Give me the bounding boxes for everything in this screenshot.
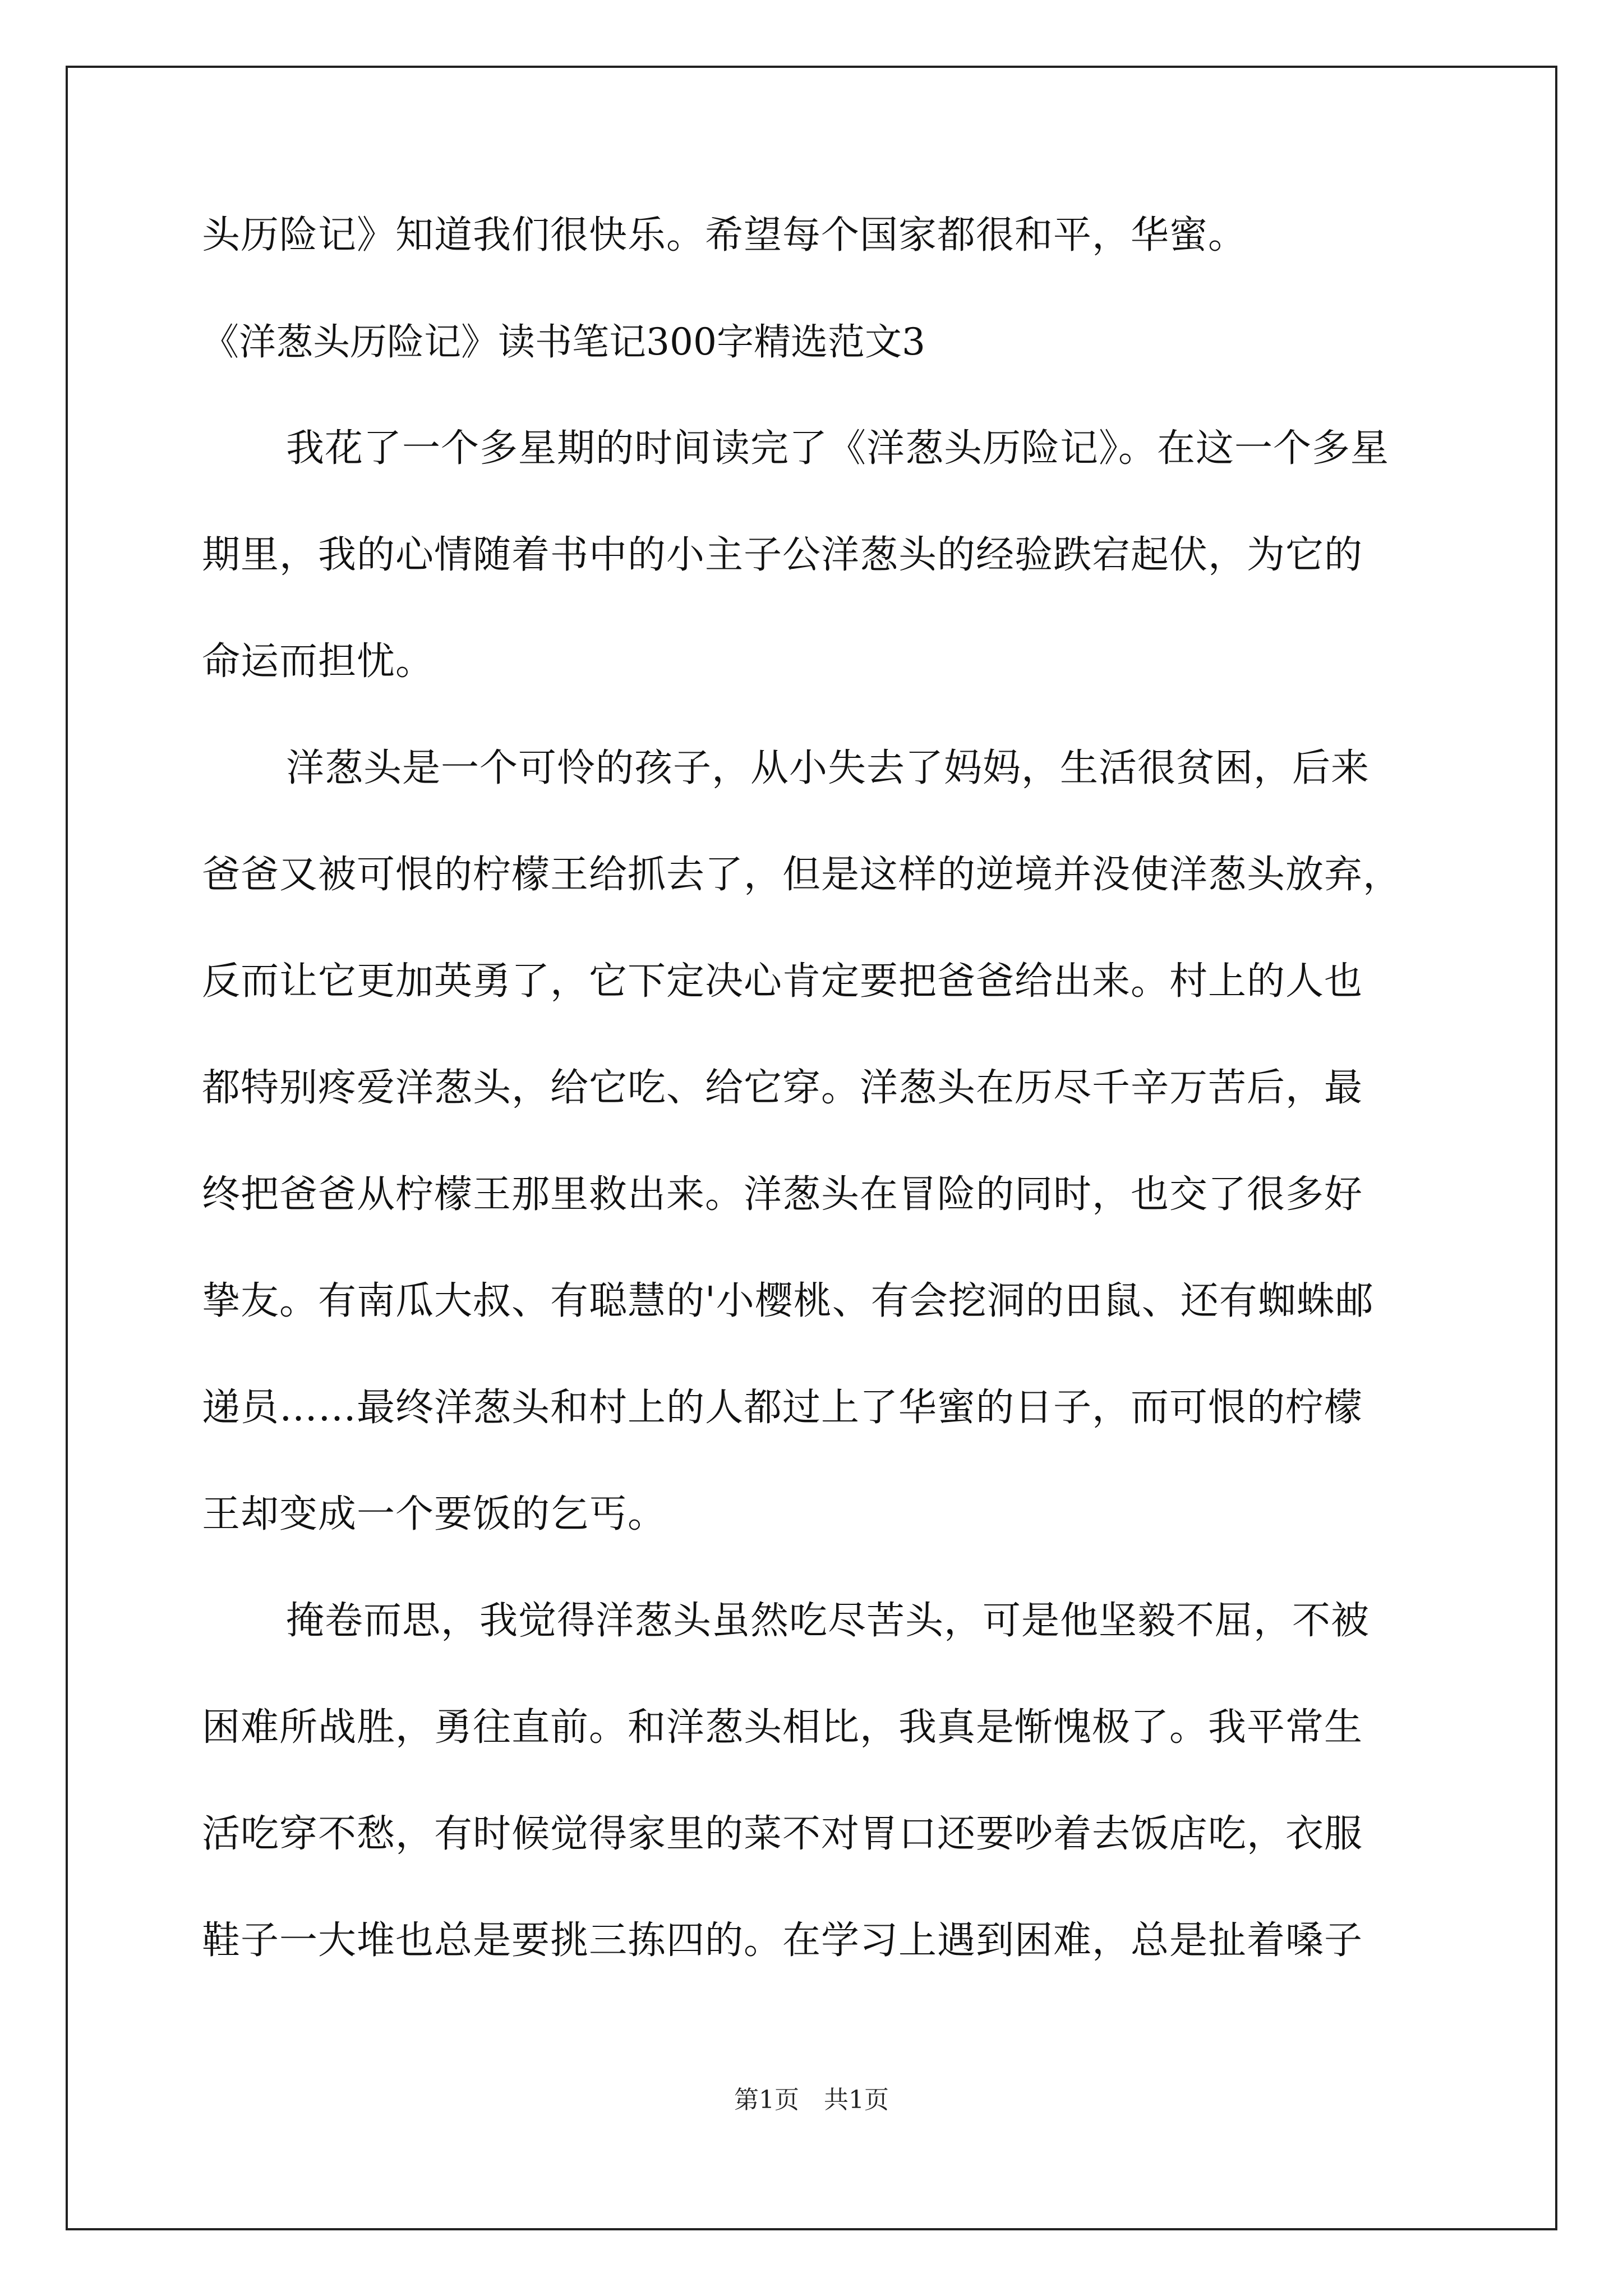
paragraph-line: 洋葱头是一个可怜的孩子，从小失去了妈妈，生活很贫困，后来 <box>286 746 1370 790</box>
paragraph-line: 终把爸爸从柠檬王那里救出来。洋葱头在冒险的同时，也交了很多好 <box>202 1172 1363 1217</box>
paragraph-line: 困难所战胜，勇往直前。和洋葱头相比，我真是惭愧极了。我平常生 <box>202 1705 1363 1750</box>
text-line: 头历险记》知道我们很快乐。希望每个国家都很和平，华蜜。 <box>202 213 1247 257</box>
paragraph-line: 王却变成一个要饭的乞丐。 <box>202 1492 667 1536</box>
section-heading: 《洋葱头历险记》读书笔记300字精选范文3 <box>202 320 925 364</box>
paragraph-line: 鞋子一大堆也总是要挑三拣四的。在学习上遇到困难，总是扯着嗓子 <box>202 1918 1363 1963</box>
paragraph-line: 掩卷而思，我觉得洋葱头虽然吃尽苦头，可是他坚毅不屈，不被 <box>286 1599 1370 1643</box>
page-footer <box>0 2085 1623 2116</box>
paragraph-line: 挚友。有南瓜大叔、有聪慧的'小樱桃、有会挖洞的田鼠、还有蜘蛛邮 <box>202 1279 1374 1323</box>
page-number: 第1页 <box>734 2086 799 2114</box>
document-body <box>202 213 1422 2025</box>
paragraph-line: 反而让它更加英勇了，它下定决心肯定要把爸爸给出来。村上的人也 <box>202 959 1363 1004</box>
paragraph-line: 递员……最终洋葱头和村上的人都过上了华蜜的日子，而可恨的柠檬 <box>202 1386 1363 1430</box>
paragraph-line: 活吃穿不愁，有时候觉得家里的菜不对胃口还要吵着去饭店吃，衣服 <box>202 1812 1363 1856</box>
paragraph-line: 我花了一个多星期的时间读完了《洋葱头历险记》。在这一个多星 <box>286 426 1390 471</box>
paragraph-line: 期里，我的心情随着书中的小主子公洋葱头的经验跌宕起伏，为它的 <box>202 533 1363 577</box>
page-total: 共1页 <box>824 2086 889 2114</box>
paragraph-line: 爸爸又被可恨的柠檬王给抓去了，但是这样的逆境并没使洋葱头放弃， <box>202 853 1402 897</box>
paragraph-line: 都特别疼爱洋葱头，给它吃、给它穿。洋葱头在历尽千辛万苦后，最 <box>202 1066 1363 1110</box>
paragraph-line: 命运而担忧。 <box>202 639 435 684</box>
